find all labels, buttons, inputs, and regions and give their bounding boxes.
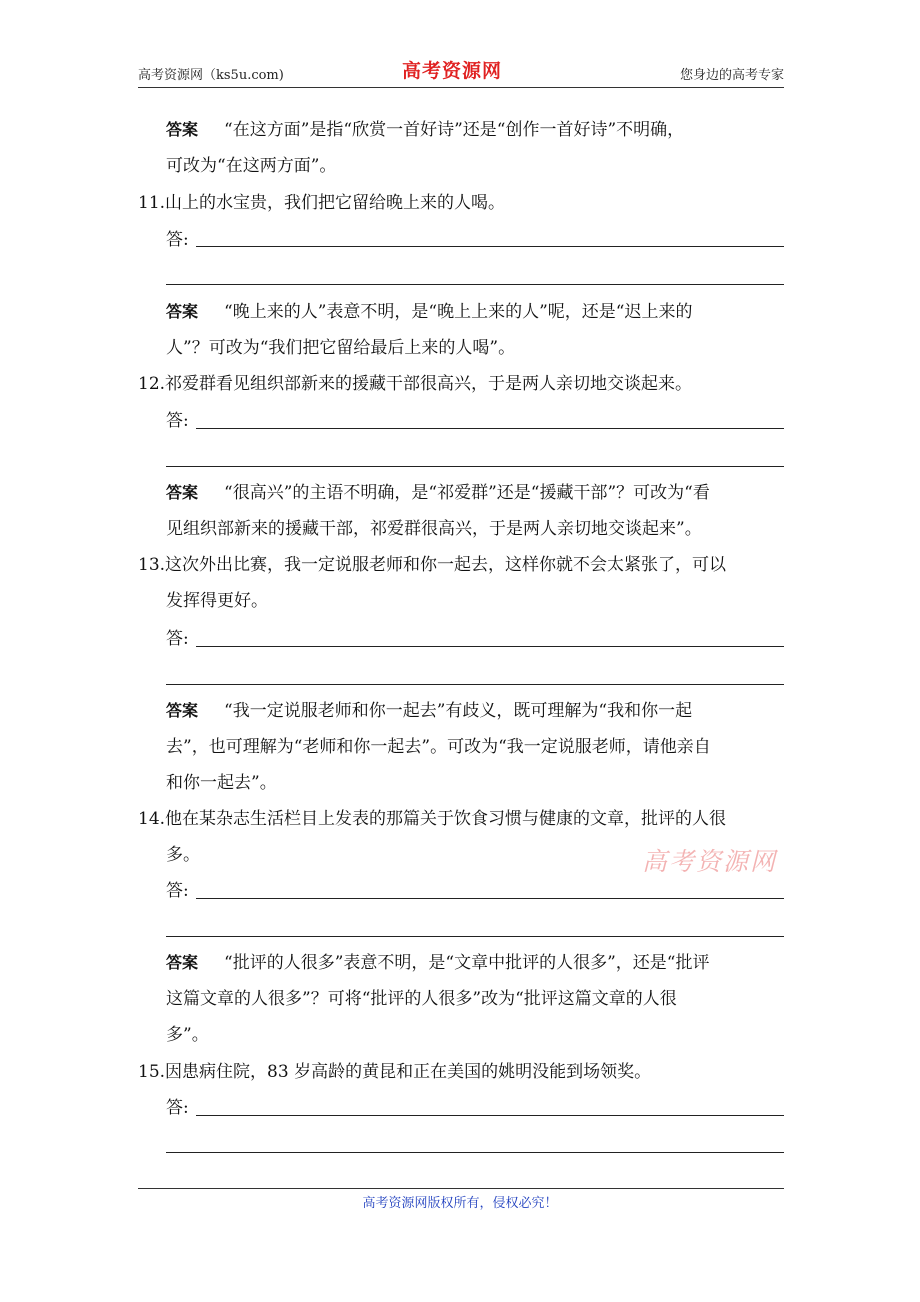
answer-blank-11b[interactable] bbox=[166, 284, 784, 285]
answer-14-line-3: 多”。 bbox=[166, 1025, 209, 1045]
answer-blank-13b[interactable] bbox=[166, 684, 784, 685]
answer-label: 答案 bbox=[166, 120, 199, 139]
page-header bbox=[138, 56, 784, 86]
answer-blank-12b[interactable] bbox=[166, 466, 784, 467]
answer-13-line-1: 答案 “我一定说服老师和你一起去”有歧义，既可理解为“我和你一起 bbox=[166, 701, 693, 721]
answer-11-line-2: 人”？可改为“我们把它留给最后上来的人喝”。 bbox=[166, 338, 516, 358]
answer-13-line-2: 去”，也可理解为“老师和你一起去”。可改为“我一定说服老师，请他亲自 bbox=[166, 737, 711, 757]
site-logo: 高考资源网 bbox=[402, 60, 503, 82]
answer-11-line-1: 答案 “晚上来的人”表意不明，是“晚上上来的人”呢，还是“迟上来的 bbox=[166, 302, 693, 322]
answer-label: 答案 bbox=[166, 302, 199, 321]
answer-prev-line-2: 可改为“在这两方面”。 bbox=[166, 156, 337, 176]
answer-14-line-2: 这篇文章的人很多”？可将“批评的人很多”改为“批评这篇文章的人很 bbox=[166, 989, 677, 1009]
question-11: 11.山上的水宝贵，我们把它留给晚上来的人喝。 bbox=[138, 193, 506, 213]
answer-12-line-1: 答案 “很高兴”的主语不明确，是“祁爱群”还是“援藏干部”？可改为“看 bbox=[166, 483, 710, 503]
answer-prompt-13: 答: bbox=[166, 629, 189, 649]
answer-blank-11a[interactable] bbox=[196, 246, 784, 247]
answer-blank-12a[interactable] bbox=[196, 428, 784, 429]
header-slogan: 您身边的高考专家 bbox=[679, 68, 784, 83]
header-divider bbox=[138, 87, 784, 88]
question-14-line-2: 多。 bbox=[166, 845, 200, 865]
answer-12-line-2: 见组织部新来的援藏干部，祁爱群很高兴，于是两人亲切地交谈起来”。 bbox=[166, 519, 702, 539]
answer-blank-15b[interactable] bbox=[166, 1152, 784, 1153]
answer-label: 答案 bbox=[166, 701, 199, 720]
answer-13-line-3: 和你一起去”。 bbox=[166, 773, 277, 793]
answer-label: 答案 bbox=[166, 953, 199, 972]
answer-blank-15a[interactable] bbox=[196, 1115, 784, 1116]
question-13-line-1: 13.这次外出比赛，我一定说服老师和你一起去，这样你就不会太紧张了，可以 bbox=[138, 555, 727, 575]
answer-prompt-12: 答: bbox=[166, 411, 189, 431]
answer-prompt-14: 答: bbox=[166, 881, 189, 901]
footer-copyright: 高考资源网版权所有，侵权必究！ bbox=[362, 1196, 558, 1211]
watermark: 高考资源网 bbox=[642, 847, 778, 876]
question-15: 15.因患病住院，83 岁高龄的黄昆和正在美国的姚明没能到场领奖。 bbox=[138, 1062, 652, 1082]
answer-label: 答案 bbox=[166, 483, 199, 502]
answer-prompt-11: 答: bbox=[166, 230, 189, 250]
header-site-name: 高考资源网（ks5u.com) bbox=[138, 68, 284, 83]
answer-prev-line-1: 答案 “在这方面”是指“欣赏一首好诗”还是“创作一首好诗”不明确， bbox=[166, 120, 685, 140]
answer-blank-14a[interactable] bbox=[196, 898, 784, 899]
footer-divider bbox=[138, 1188, 784, 1189]
answer-blank-13a[interactable] bbox=[196, 646, 784, 647]
answer-prompt-15: 答: bbox=[166, 1098, 189, 1118]
question-14-line-1: 14.他在某杂志生活栏目上发表的那篇关于饮食习惯与健康的文章，批评的人很 bbox=[138, 809, 727, 829]
answer-blank-14b[interactable] bbox=[166, 936, 784, 937]
answer-14-line-1: 答案 “批评的人很多”表意不明，是“文章中批评的人很多”，还是“批评 bbox=[166, 953, 710, 973]
question-13-line-2: 发挥得更好。 bbox=[166, 591, 268, 611]
question-12: 12.祁爱群看见组织部新来的援藏干部很高兴，于是两人亲切地交谈起来。 bbox=[138, 374, 693, 394]
